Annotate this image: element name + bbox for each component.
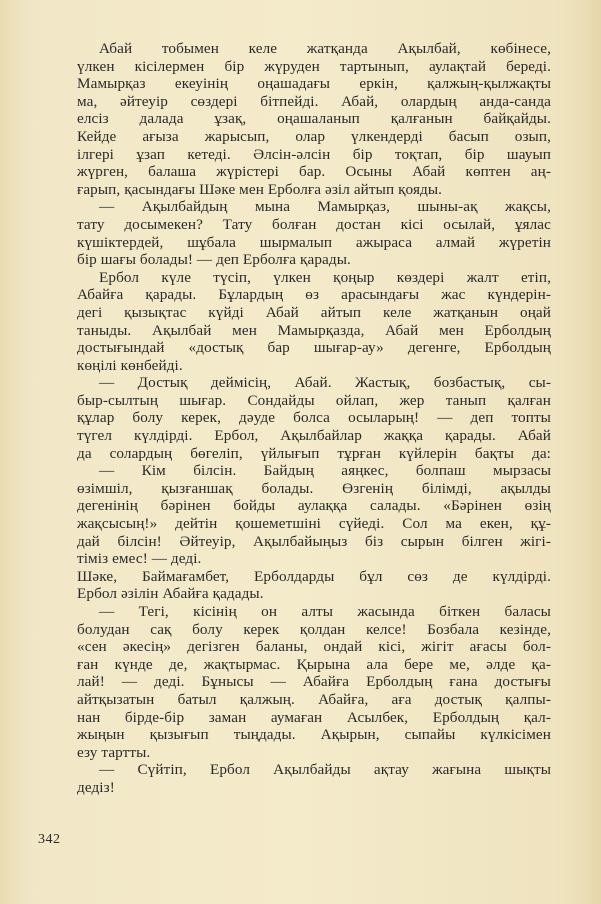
- text-line: быр-сылтың шығар. Сондайды ойлап, жер танып қалған: [77, 391, 551, 409]
- text-line: Шәке, Баймағамбет, Ерболдарды бұл сөз де күлдірді.: [77, 567, 551, 585]
- text-line: достығындай «достық бар шығар-ау» дегенге, Ерболдың: [77, 339, 551, 357]
- text-line: дедіз!: [77, 778, 115, 796]
- text-line: ғарып, қасындағы Шәке мен Ерболға әзіл айтып қояды.: [77, 180, 443, 198]
- text-line: жүрген, балаша жүрістері бар. Осыны Абай көптен аң-: [77, 163, 551, 181]
- text-line: — Ақылбайдың мына Мамырқаз, шыны-ақ жақсы,: [99, 198, 551, 216]
- text-line: жыңын қызығып тыңдады. Ақырын, сыпайы күлкісімен: [77, 726, 551, 744]
- text-line: елсіз далада ұзақ, оңашаланып қалғанын байқайды.: [77, 110, 551, 128]
- text-line: да солардың бөгеліп, үйлығып тұрған күйлерін бақты да:: [77, 444, 551, 462]
- text-line: түгел күлдірді. Ербол, Ақылбайлар жаққа қарады. Абай: [77, 427, 551, 445]
- text-line: тіміз емес! — деді.: [77, 550, 202, 568]
- text-line: таныды. Ақылбай мен Мамырқазда, Абай мен Ерболдың: [77, 321, 551, 339]
- text-line: «сен әкесің» дегізген баланы, ондай кісі, жігіт ағасы бол-: [77, 638, 551, 656]
- text-line: — Достық деймісің, Абай. Жастық, бозбастық, сы-: [99, 374, 551, 392]
- text-line: тату досымекен? Тату болған достан кісі осылай, ұялас: [77, 215, 551, 233]
- text-line: дай білсін! Әйтеуір, Ақылбайыңыз біз сырын білген жігі-: [77, 532, 551, 550]
- text-line: лай! — деді. Бұнысы — Абайға Ерболдың ғана достығы: [77, 673, 551, 691]
- text-line: болудан сақ болу керек қолдан келсе! Бозбала кезінде,: [77, 620, 551, 638]
- page-number: 342: [38, 832, 61, 847]
- text-line: көңілі көнбейді.: [77, 356, 183, 374]
- text-line: өзімшіл, қызғаншақ болады. Өзгенің білімді, ақылды: [77, 479, 551, 497]
- text-line: Ербол әзілін Абайға қадады.: [77, 585, 264, 603]
- text-line: бір шағы болады! — деп Ерболға қарады.: [77, 251, 351, 269]
- text-line: ілгері ұзап кетеді. Әлсін-әлсін бір тоқтап, бір шауып: [77, 145, 551, 163]
- text-line: нан бірде-бір заман аумаған Асылбек, Ерболдың қал-: [77, 708, 551, 726]
- page-text: [77, 40, 551, 797]
- text-line: Абайға қарады. Бұлардың өз арасындағы жас күндерін-: [77, 286, 551, 304]
- text-line: айтқызатын батыл қалжың. Абайға, аға достық қалпы-: [77, 690, 551, 708]
- text-line: Ербол күле түсіп, үлкен қоңыр көздері жалт етіп,: [99, 268, 551, 286]
- text-line: ған күнде де, жақтырмас. Қырына ала бере ме, әлде қа-: [77, 655, 551, 673]
- text-line: күшіктердей, шұбала шырмалып ажыраса алмай жүретін: [77, 233, 551, 251]
- text-line: — Сүйтіп, Ербол Ақылбайды ақтау жағына шықты: [99, 761, 551, 779]
- text-line: — Тегі, кісінің он алты жасында біткен баласы: [99, 603, 551, 620]
- text-line: құлар болу керек, дәуде болса осыларың! — деп топты: [77, 409, 551, 427]
- text-line: Мамырқаз екеуінің оңашадағы еркін, қалжың-қылжақты: [77, 75, 551, 93]
- text-line: дегі қызықтас күйді Абай айтып келе жатқанын оңай: [77, 303, 551, 321]
- text-line: Абай тобымен келе жатқанда Ақылбай, көбінесе,: [99, 40, 551, 57]
- text-line: үлкен кісілермен бір жүруден тартынып, аулақтай береді.: [77, 57, 551, 75]
- text-line: жақсысың!» дейтін қошеметшіні сүйеді. Сол ма екен, құ-: [77, 515, 551, 533]
- text-line: езу тартты.: [77, 743, 151, 761]
- text-line: Кейде ағыза жарысып, олар үлкендерді басып озып,: [77, 127, 551, 145]
- text-line: дегенінің бәрінен бойды аулаққа салады. «Бәрінен өзің: [77, 497, 551, 515]
- text-line: ма, әйтеуір сөздері бітпейді. Абай, олардың анда-санда: [77, 92, 551, 110]
- text-line: — Кім білсін. Байдың аяңкес, болпаш мырзасы: [99, 462, 551, 480]
